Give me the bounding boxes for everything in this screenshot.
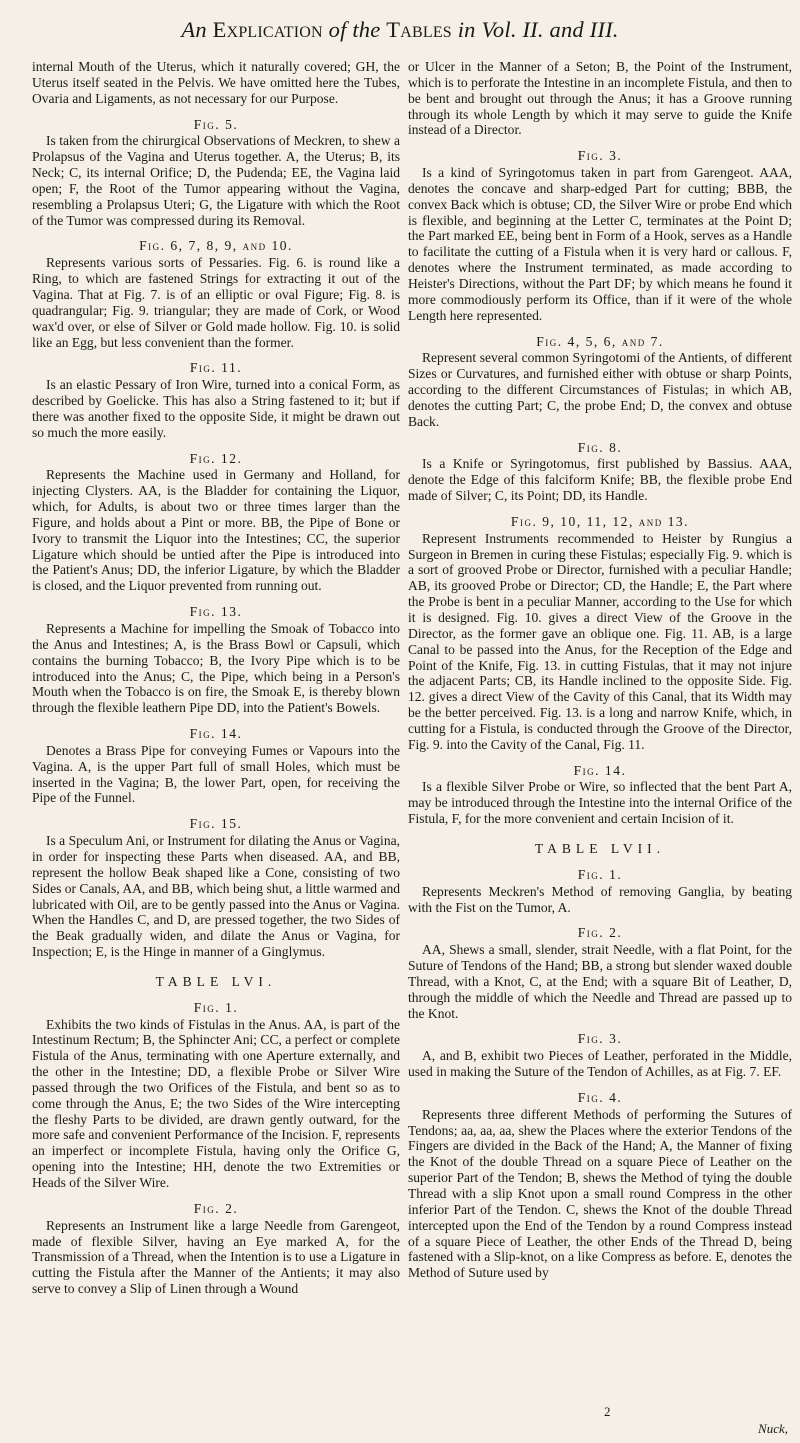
- paragraph: Represents three different Methods of performing the Sutures of Tendons; aa, aa, aa, shew the Places where the exterior Tendons of the Fingers are divided in the Back of the Hand; A, the Manner of fixing the Knot of the double Thread on a square Piece of Leather on the superior Part of the Tendon; B, shews the Method of tying the double Thread with a slip Knot upon a small round Compress in the other inferior Part of the Tendon. C, shews the Knot of the double Thread intercepted upon the End of the Tendon by a round Compress instead of a square Piece of Leather, the other Ends of the Thread D, being fastened with a Slip-knot, on a like Compress as before. E, denotes the Method of Suture used by: [408, 1106, 792, 1281]
- right-column: [408, 59, 792, 1281]
- page-number: 2: [604, 1404, 611, 1419]
- figure-heading: Fig. 4, 5, 6, and 7.: [536, 333, 664, 349]
- paragraph: Represent Instruments recommended to Heister by Rungius a Surgeon in Bremen in curing these Fistulas; especially Fig. 9. which is a sort of grooved Probe or Director, furnished with a peculiar Handle; AB, its grooved Probe or Director; CD, the Handle; E, the Part where the Probe is bent in a peculiar Manner, according to the Use for which it is designed. Fig. 10. gives a direct View of the Groove in the Director, as the former gave an oblique one. Fig. 11. AB, is a large Canal to be passed into the Anus, for the Reception of the Edge and Point of the Knife, Fig. 13. in cutting Fistulas, that it may not injure the adjacent Parts; CB, its Handle inclined to the opposite Side. Fig. 12. gives a direct View of the Cavity of this Canal, that its Width may be the better perceived. Fig. 13. is a long and narrow Knife, which, in cutting for a Fistula, is conducted through the Groove of the Director, Fig. 9. into the Cavity of the Canal, Fig. 11.: [408, 530, 792, 752]
- title-prefix: An: [181, 17, 207, 42]
- title-explication: Explication: [212, 17, 323, 42]
- title-tables: Tables: [386, 17, 452, 42]
- figure-heading: Fig. 2.: [193, 1200, 239, 1216]
- figure-heading: Fig. 1.: [193, 999, 239, 1015]
- paragraph: Denotes a Brass Pipe for conveying Fumes or Vapours into the Vagina. A, is the upper Part full of small Holes, which must be inserted in the Vagina; B, the lower Part, open, for receiving the Pipe of the Funnel.: [32, 742, 400, 806]
- paragraph: Exhibits the two kinds of Fistulas in the Anus. AA, is part of the Intestinum Rectum; B, the Sphincter Ani; CC, a perfect or complete Fistula of the Anus, terminating with one Aperture externally, and the other in the Intestine; DD, a flexible Probe or Silver Wire passed through the two Orifices of the Fistula, and bent so as to come through the Anus, E; the two Sides of the Wire intercepting the fleshy Parts to be divided, are drawn gently outward, for the more safe and convenient Performance of the Incision. F, represents an imperfect or incomplete Fistula, having only the Orifice G, opening into the Intestine; HH, denote the two Extremities or Heads of the Silver Wire.: [32, 1016, 400, 1190]
- paragraph: Represents the Machine used in Germany and Holland, for injecting Clysters. AA, is the Bladder for containing the Liquor, which, for Adults, is about two or three times larger than the Figure, and holds about a Pint or more. BB, the Pipe of Bone or Ivory to transmit the Liquor into the Intestines; CC, the superior Ligature which should be untied after the Pipe is introduced into the Patient's Anus; DD, the inferior Ligature, by which the Bladder is closed, and the Liquor prevented from running out.: [32, 467, 400, 594]
- figure-heading: Fig. 6, 7, 8, 9, and 10.: [139, 238, 293, 254]
- figure-heading: Fig. 14.: [189, 726, 243, 742]
- paragraph: Is taken from the chirurgical Observations of Meckren, to shew a Prolapsus of the Vagina and Uterus together. A, the Uterus; B, its Neck; C, its internal Orifice; D, the Pudenda; EE, the Vagina laid open; F, the Root of the Tumor appearing without the Vagina, resembling a Prolapsus Uteri; G, the Ligature with which the Root of the Tumor was compressed during its Removal.: [32, 133, 400, 228]
- table-heading: TABLE LVII.: [534, 840, 666, 856]
- figure-heading: Fig. 1.: [577, 866, 623, 882]
- paragraph: Represents Meckren's Method of removing Ganglia, by beating with the Fist on the Tumor, A.: [408, 883, 792, 915]
- title-volumes: Vol. II. and III.: [481, 17, 619, 42]
- paragraph: Is a flexible Silver Probe or Wire, so inflected that the bent Part A, may be introduced through the Intestine into the internal Orifice of the Fistula, F, for the more convenient and certain Incision of it.: [408, 779, 792, 827]
- figure-heading: Fig. 12.: [189, 450, 243, 466]
- left-column: [32, 59, 400, 1297]
- paragraph: Is an elastic Pessary of Iron Wire, turned into a conical Form, as described by Goelicke. This has also a String fastened to it; but if there was another fixed to the opposite Side, it might be drawn out so much the more easily.: [32, 377, 400, 440]
- figure-heading: Fig. 14.: [573, 762, 627, 778]
- figure-heading: Fig. 3.: [577, 1031, 623, 1047]
- paragraph: AA, Shews a small, slender, strait Needle, with a flat Point, for the Suture of Tendons of the Hand; BB, a strong but slender waxed double Thread, with a Knot, C, at the End; with a square Bit of Leather, D, through the middle of which the Needle and Thread are passed up to the Knot.: [408, 942, 792, 1021]
- running-head: [0, 16, 800, 44]
- figure-heading: Fig. 2.: [577, 925, 623, 941]
- paragraph: A, and B, exhibit two Pieces of Leather, perforated in the Middle, used in making the Suture of the Tendon of Achilles, as at Fig. 7. EF.: [408, 1048, 792, 1080]
- figure-heading: Fig. 5.: [193, 116, 239, 132]
- figure-heading: Fig. 11.: [189, 360, 243, 376]
- paragraph: Represents a Machine for impelling the Smoak of Tobacco into the Anus and Intestines; A, is the Brass Bowl or Capsuli, which contains the burning Tobacco; B, the Ivory Pipe which is to be introduced into the Anus; C, the Pipe, which being in a Person's Mouth when the Tobacco is on fire, the Smoak E, is thereby blown through the flexible leathern Pipe DD, into the Patient's Bowels.: [32, 621, 400, 716]
- paragraph: Is a Knife or Syringotomus, first published by Bassius. AAA, denote the Edge of this falciform Knife; BB, the flexible probe End made of Silver; C, its Point; DD, its Handle.: [408, 456, 792, 504]
- paragraph: Is a kind of Syringotomus taken in part from Garengeot. AAA, denotes the concave and sharp-edged Part for cutting; BBB, the convex Back which is obtuse; CD, the Silver Wire or probe End which is flexible, and beginning at the Letter C, terminates at the Point D; the Part marked EE, being bent in Form of a Hook, serves as a Handle to facilitate the cutting of a Fistula when it is very hard or callous. F, denotes where the Instrument terminated, as made according to Heister's Directions, without the Part DF; by which means he found it more commodiously perform its Office, than if it were of the whole Length here represented.: [408, 165, 792, 323]
- paragraph: Represent several common Syringotomi of the Antients, of different Sizes or Curvatures, and furnished either with obtuse or sharp Points, according to the different Circumstances of Fistulas; in which AB, denotes the cutting Part; C, the probe End; D, the convex and obtuse Back.: [408, 350, 792, 429]
- title-of-the: of the: [328, 17, 381, 42]
- figure-heading: Fig. 8.: [577, 439, 623, 455]
- catchword: Nuck,: [758, 1421, 788, 1436]
- paragraph: Represents various sorts of Pessaries. Fig. 6. is round like a Ring, to which are fastened Strings for extracting it out of the Vagina. That at Fig. 7. is of an elliptic or oval Figure; Fig. 8. is quadrangular; Fig. 9. triangular; they are made of Cork, or Wood wax'd over, or else of Silver or Gold made hollow. Fig. 10. is solid like an Egg, but less convenient than the former.: [32, 255, 400, 350]
- paragraph: internal Mouth of the Uterus, which it naturally covered; GH, the Uterus itself seated in the Pelvis. We have omitted here the Tubes, Ovaria and Ligaments, as not necessary for our Purpose.: [32, 59, 400, 106]
- paragraph: Is a Speculum Ani, or Instrument for dilating the Anus or Vagina, in order for inspecting these Parts when diseased. AA, and BB, represent the hollow Beak shaped like a Cone, consisting of two Sides or Canals, AA, and BB, which being shut, a little warmed and lubricated with Oil, are to be gently passed into the Anus or Vagina. When the Handles C, and D, are pressed together, the two Sides of the Beak gradually widen, and dilate the Anus or Vagina, for Inspection; E, is the Hinge in manner of a Ginglymus.: [32, 833, 400, 960]
- paragraph: or Ulcer in the Manner of a Seton; B, the Point of the Instrument, which is to perforate the Intestine in an incomplete Fistula, and then to be bent and brought out through the Anus; it has a Groove running through its whole Length by which it may serve to guide the Knife instead of a Director.: [408, 59, 792, 138]
- figure-heading: Fig. 3.: [577, 148, 623, 164]
- figure-heading: Fig. 9, 10, 11, 12, and 13.: [510, 513, 690, 529]
- figure-heading: Fig. 4.: [577, 1089, 623, 1105]
- title-in: in: [457, 17, 476, 42]
- table-heading: TABLE LVI.: [155, 973, 277, 989]
- figure-heading: Fig. 13.: [189, 604, 243, 620]
- figure-heading: Fig. 15.: [189, 816, 243, 832]
- paragraph: Represents an Instrument like a large Needle from Garengeot, made of flexible Silver, having an Eye marked A, for the Transmission of a Thread, when the Intention is to use a Ligature in cutting the Fistula after the Manner of the Antients; it may also serve to convey a Slip of Linen through a Wound: [32, 1217, 400, 1297]
